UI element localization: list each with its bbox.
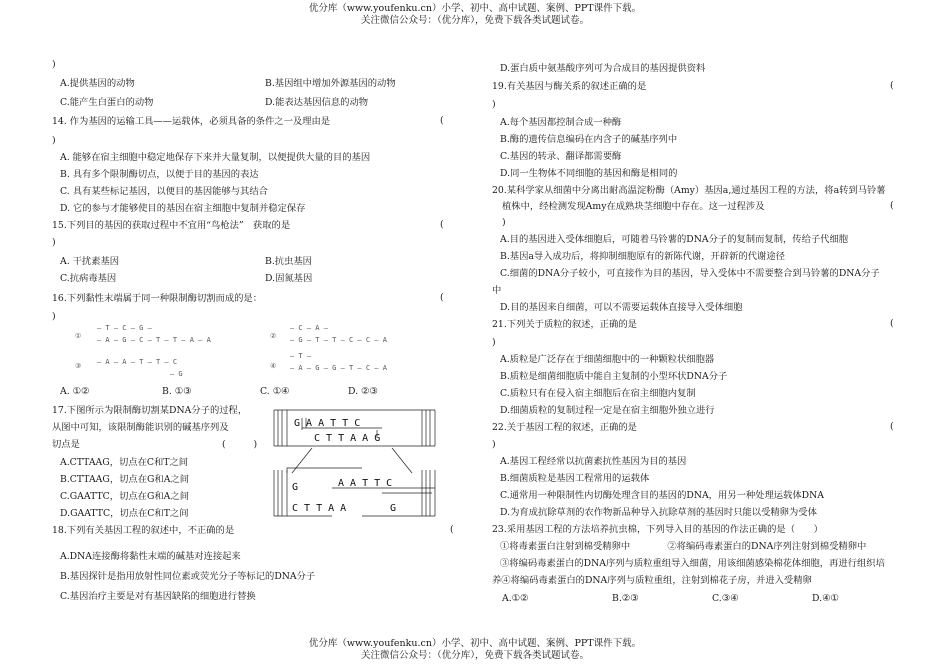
q17-stem-line-2: 从图中可知，该限制酶能识别的碱基序列及	[52, 422, 229, 433]
q19-paren: (	[890, 80, 894, 91]
q16-option-b: B. ①③	[162, 386, 192, 397]
q16-seq1-num: ①	[75, 332, 82, 340]
q17-option-a: A.CTTAAG，切点在C和T之间	[60, 457, 189, 468]
q21-paren: (	[890, 318, 894, 329]
q23-line-2: ③将编码毒素蛋白的DNA序列与质粒重组导入细菌，用该细菌感染棉花体细胞，再进行组织培	[500, 558, 885, 569]
q17-option-c: C.GAATTC，切点在G和A之间	[60, 491, 189, 502]
dna-left-bottom: C T T A A	[292, 503, 347, 514]
q20-paren: (	[890, 200, 894, 211]
q16-seq3-top: — A — A — T — T — C	[97, 358, 178, 366]
q21-option-a: A.质粒是广泛存在于细菌细胞中的一种颗粒状细胞器	[500, 354, 715, 365]
header-line-2: 关注微信公众号：（优分库），免费下载各类试题试卷。	[360, 15, 589, 26]
q19-option-c: C.基因的转录、翻译都需要酶	[500, 151, 622, 162]
q22-option-c: C.通常用一种限制性内切酶处理含目的基因的DNA，用另一种处理运载体DNA	[500, 490, 824, 501]
q22-option-a: A.基因工程经常以抗菌素抗性基因为目的基因	[500, 456, 687, 467]
q18-option-c: C.基因治疗主要是对有基因缺陷的细胞进行替换	[60, 591, 256, 602]
q19-option-b: B.酶的遗传信息编码在内含子的碱基序列中	[500, 134, 678, 145]
q23-line-3: 养④将编码毒素蛋白的DNA序列与质粒重组，注射到棉花子房，并进入受精卵	[492, 575, 812, 586]
q15-paren: (	[440, 219, 444, 230]
q18-option-b: B.基因探针是指用放射性同位素或荧光分子等标记的DNA分子	[60, 571, 316, 582]
q22-close: )	[492, 439, 496, 450]
q15-stem: 15.下列目的基因的获取过程中不宜用“鸟枪法” 获取的是	[52, 220, 291, 231]
q23-option-c: C.③④	[712, 593, 739, 604]
q17-stem-line-1: 17.下图所示为限制酶切割某DNA分子的过程，	[52, 405, 248, 416]
q16-close: )	[52, 311, 56, 322]
q16-seq3-num: ③	[75, 362, 82, 370]
q22-stem: 22.关于基因工程的叙述，正确的是	[492, 422, 637, 433]
q16-seq1-top: — T — C — G —	[97, 324, 152, 332]
q20-option-c-line-2: 中	[492, 285, 502, 296]
q21-option-b: B.质粒是细菌细胞质中能自主复制的小型环状DNA分子	[500, 371, 728, 382]
q19-option-d: D.同一生物体不同细胞的基因和酶是相同的	[500, 168, 678, 179]
q16-seq2-num: ②	[270, 332, 277, 340]
q22-option-d: D.为育成抗除草剂的农作物新品种导入抗除草剂的基因时只能以受精卵为受体	[500, 507, 817, 518]
q16-seq2-bottom: — G — T — T — C — C — A	[290, 336, 387, 344]
dna-right-top: A A T T C	[338, 478, 393, 489]
q15-option-d: D.固氮基因	[265, 273, 313, 284]
q16-seq4-top: — T —	[290, 352, 312, 360]
q14-close: )	[52, 135, 56, 146]
q15-option-b: B.抗虫基因	[265, 256, 312, 267]
q17-paren: ( )	[222, 439, 258, 450]
q22-option-b: B.细菌质粒是基因工程常用的运载体	[500, 473, 650, 484]
dna-bottom-strand: C T T A A G	[314, 433, 381, 444]
q17-option-b: B.CTTAAG，切点在G和A之间	[60, 474, 190, 485]
q14-option-b: B. 具有多个限制酶切点，以便于目的基因的表达	[60, 169, 259, 180]
q19-close: )	[492, 99, 496, 110]
q15-option-c: C.抗病毒基因	[60, 273, 117, 284]
q14-stem: 14. 作为基因的运输工具——运载体，必须具备的条件之一及理由是	[52, 116, 331, 127]
q16-seq2-top: — C — A —	[290, 324, 328, 332]
q16-seq3-bottom: — G	[170, 370, 183, 378]
q15-option-a: A. 干扰素基因	[60, 256, 120, 267]
q20-stem-line-2: 植株中，经检测发现Amy在成熟块茎细胞中存在。这一过程涉及	[502, 201, 765, 212]
q23-stem: 23.采用基因工程的方法培养抗虫棉，下列导入目的基因的作法正确的是（ ）	[492, 524, 823, 535]
q19-option-a: A.每个基因都控制合成一种酶	[500, 117, 622, 128]
q13-tail: )	[52, 59, 56, 70]
q20-close: )	[502, 217, 506, 228]
q22-paren: (	[890, 421, 894, 432]
q14-option-c: C. 具有某些标记基因，以便目的基因能够与其结合	[60, 186, 268, 197]
q18-paren: (	[450, 524, 454, 535]
q16-seq1-bottom: — A — G — C — T — T — A — A	[97, 336, 211, 344]
q19-stem: 19.有关基因与酶关系的叙述正确的是	[492, 81, 647, 92]
q23-option-a: A.①②	[502, 593, 529, 604]
q16-option-c: C. ①④	[260, 386, 290, 397]
q16-seq4-num: ④	[270, 362, 277, 370]
footer-line-1: 优分库（www.youfenku.cn）小学、初中、高中试题、案例、PPT课件下载。	[308, 638, 642, 649]
q14-paren: (	[440, 115, 444, 126]
q20-option-d: D.目的基因来自细菌，可以不需要运载体直接导入受体细胞	[500, 302, 743, 313]
q14-option-a: A. 能够在宿主细胞中稳定地保存下来并大量复制，以便提供大量的目的基因	[60, 152, 371, 163]
q17-stem-line-3: 切点是	[52, 439, 80, 450]
q20-option-a: A.目的基因进入受体细胞后，可随着马铃薯的DNA分子的复制而复制，传给子代细胞	[500, 234, 849, 245]
q21-option-c: C.质粒只有在侵入宿主细胞后在宿主细胞内复制	[500, 388, 696, 399]
dna-left-top: G	[292, 482, 299, 493]
q21-close: )	[492, 337, 496, 348]
q13-option-d: D.能表达基因信息的动物	[265, 97, 369, 108]
q20-option-c-line-1: C.细菌的DNA分子较小，可直接作为目的基因，导入受体中不需要整合到马铃薯的DNA分子	[500, 268, 880, 279]
dna-right-bottom: G	[390, 503, 397, 514]
footer-line-2: 关注微信公众号：（优分库），免费下载各类试题试卷。	[360, 650, 589, 661]
q20-option-b: B.基因a导入成功后，将抑制细胞原有的新陈代谢，开辟新的代谢途径	[500, 251, 785, 262]
q16-stem: 16.下列黏性末端属于同一种限制酶切割而成的是：	[52, 293, 263, 304]
header-line-1: 优分库（www.youfenku.cn）小学、初中、高中试题、案例、PPT课件下载。	[308, 3, 642, 14]
q15-close: )	[52, 237, 56, 248]
q17-option-d: D.GAATTC，切点在C和T之间	[60, 508, 189, 519]
q21-stem: 21.下列关于质粒的叙述，正确的是	[492, 319, 637, 330]
q18-stem: 18.下列有关基因工程的叙述中，不正确的是	[52, 525, 235, 536]
q21-option-d: D.细菌质粒的复制过程一定是在宿主细胞外独立进行	[500, 405, 715, 416]
q20-stem-line-1: 20.某科学家从细菌中分离出耐高温淀粉酶（Amy）基因a,通过基因工程的方法，将a转到马铃薯	[492, 185, 886, 196]
q16-paren: (	[440, 292, 444, 303]
q13-option-b: B.基因组中增加外源基因的动物	[265, 78, 396, 89]
q23-option-b: B.②③	[612, 593, 639, 604]
q16-option-a: A. ①②	[60, 386, 90, 397]
q23-line-1: ①将毒素蛋白注射到棉受精卵中 ②将编码毒素蛋白的DNA序列注射到棉受精卵中	[500, 541, 867, 552]
q16-option-d: D. ②③	[348, 386, 378, 397]
q16-seq4-bottom: — A — G — G — T — C — A	[290, 364, 387, 372]
q18-option-a: A.DNA连接酶将黏性末端的碱基对连接起来	[60, 551, 241, 562]
q13-option-a: A.提供基因的动物	[60, 78, 135, 89]
q14-option-d: D. 它的参与才能够使目的基因在宿主细胞中复制并稳定保存	[60, 203, 306, 214]
dna-top-strand: G A A T T C	[294, 418, 361, 429]
q18-option-d: D.蛋白质中氨基酸序列可为合成目的基因提供资料	[500, 63, 706, 74]
dna-cut-diagram	[272, 408, 442, 518]
q23-option-d: D.④①	[812, 593, 839, 604]
q13-option-c: C.能产生白蛋白的动物	[60, 97, 154, 108]
